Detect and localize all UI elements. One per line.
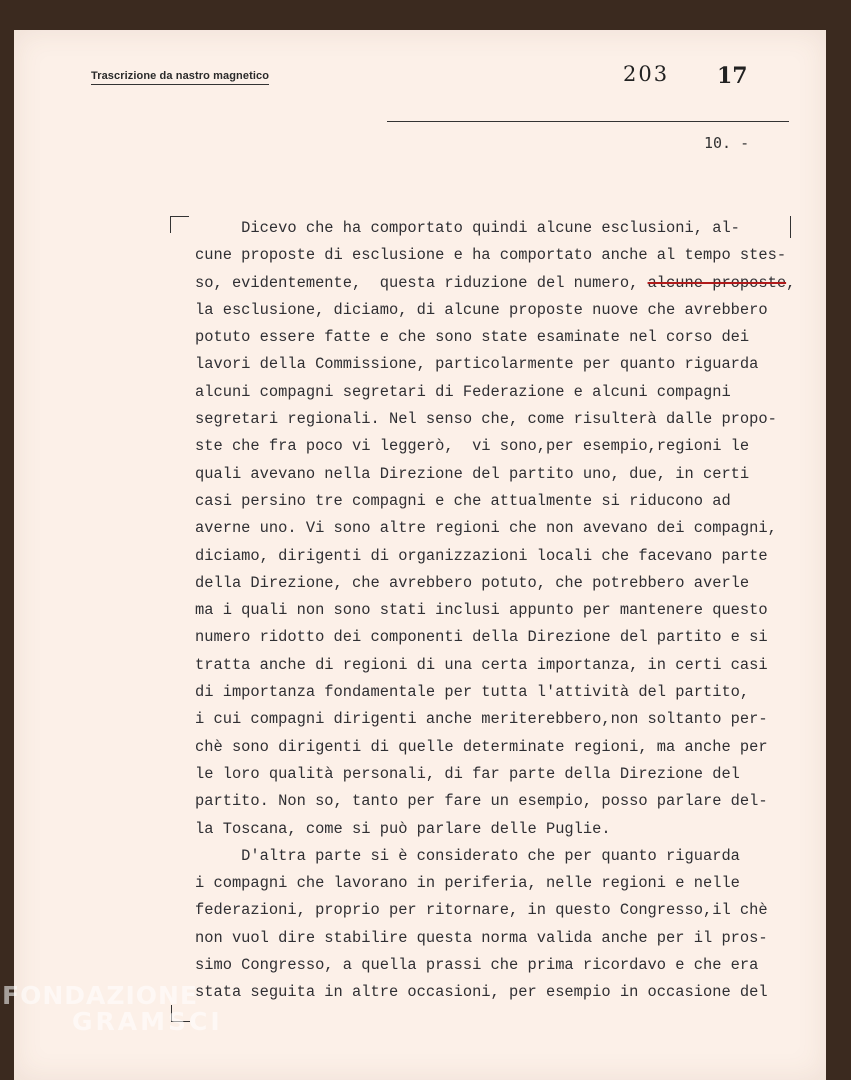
text-line: segretari regionali. Nel senso che, come risulterà dalle propo- xyxy=(195,410,777,429)
text-line: lavori della Commissione, particolarmente per quanto riguarda xyxy=(195,355,759,374)
text-line: partito. Non so, tanto per fare un esempio, posso parlare del- xyxy=(195,792,768,811)
text-line: stata seguita in altre occasioni, per esempio in occasione del xyxy=(195,983,768,1002)
text-line: non vuol dire stabilire questa norma valida anche per il pros- xyxy=(195,928,768,947)
sheet-number: 10. - xyxy=(704,134,750,152)
text-line: della Direzione, che avrebbero potuto, che potrebbero averle xyxy=(195,573,750,592)
page-number: 17 xyxy=(717,63,748,89)
text-line: ma i quali non sono stati inclusi appunto per mantenere questo xyxy=(195,601,768,620)
document-page xyxy=(14,30,826,1080)
text-line: i cui compagni dirigenti anche meriterebbero,non soltanto per- xyxy=(195,710,768,729)
text-line: quali avevano nella Direzione del partito uno, due, in certi xyxy=(195,464,750,483)
text-line: la Toscana, come si può parlare delle Puglie. xyxy=(195,819,611,838)
text-line: simo Congresso, a quella prassi che prima ricordavo e che era xyxy=(195,956,759,975)
top-left-bracket-mark xyxy=(170,216,189,233)
watermark-line-1: FONDAZIONE xyxy=(2,981,199,1010)
text-line: alcuni compagni segretari di Federazione e alcuni compagni xyxy=(195,382,731,401)
text-line: cune proposte di esclusione e ha comportato anche al tempo stes- xyxy=(195,246,787,265)
struck-suffix: , xyxy=(786,273,796,292)
fondazione-gramsci-watermark xyxy=(2,983,223,1035)
transcript-body xyxy=(195,215,805,1007)
struck-text: alcune proposte xyxy=(647,273,787,292)
text-line: le loro qualità personali, di far parte della Direzione del xyxy=(195,764,740,783)
text-line: chè sono dirigenti di quelle determinate regioni, ma anche per xyxy=(195,737,768,756)
header-rule xyxy=(387,121,789,122)
text-line-part: so, evidentemente, questa riduzione del numero, xyxy=(195,273,648,292)
text-line: numero ridotto dei componenti della Direzione del partito e si xyxy=(195,628,768,647)
text-line: federazioni, proprio per ritornare, in questo Congresso,il chè xyxy=(195,901,768,920)
document-number: 203 xyxy=(623,62,670,86)
header-label: Trascrizione da nastro magnetico xyxy=(91,70,269,85)
text-line: potuto essere fatte e che sono state esaminate nel corso dei xyxy=(195,328,750,347)
text-line: tratta anche di regioni di una certa importanza, in certi casi xyxy=(195,655,768,674)
text-line: D'altra parte si è considerato che per quanto riguarda xyxy=(195,846,740,865)
text-line: casi persino tre compagni e che attualmente si riducono ad xyxy=(195,491,731,510)
text-line xyxy=(195,270,805,297)
text-line: i compagni che lavorano in periferia, nelle regioni e nelle xyxy=(195,874,740,893)
text-line: diciamo, dirigenti di organizzazioni locali che facevano parte xyxy=(195,546,768,565)
text-line: di importanza fondamentale per tutta l'attività del partito, xyxy=(195,683,750,702)
text-line: la esclusione, diciamo, di alcune proposte nuove che avrebbero xyxy=(195,300,768,319)
text-line: Dicevo che ha comportato quindi alcune esclusioni, al- xyxy=(195,219,740,237)
text-line: ste che fra poco vi leggerò, vi sono,per esempio,regioni le xyxy=(195,437,750,456)
text-line: averne uno. Vi sono altre regioni che non avevano dei compagni, xyxy=(195,519,777,538)
watermark-line-2: GRAMSCI xyxy=(72,1007,223,1036)
